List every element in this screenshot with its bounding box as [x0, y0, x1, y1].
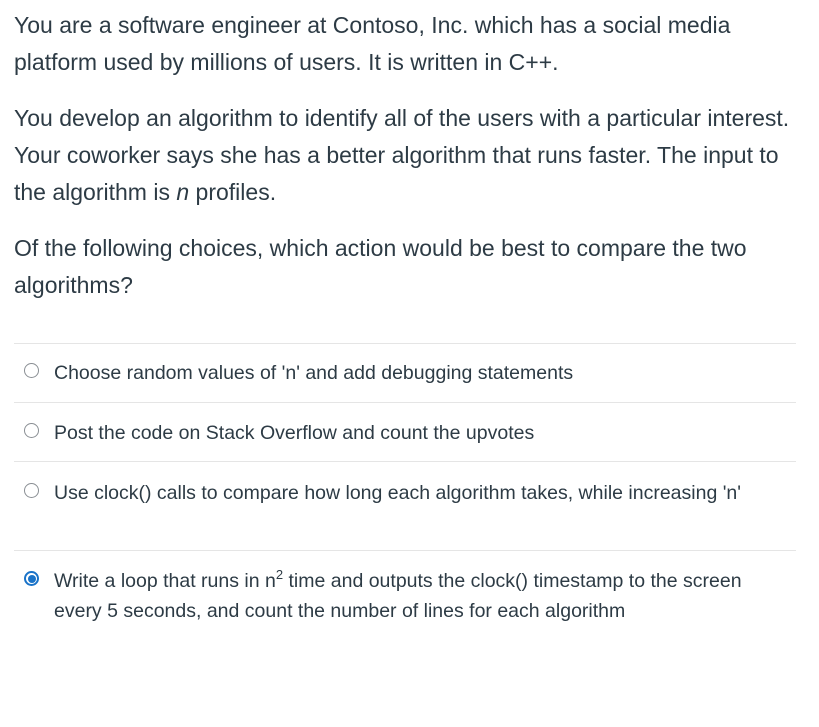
answer-option-2[interactable]: [14, 403, 796, 462]
question-paragraph-1: You are a software engineer at Contoso, Inc. which has a social media platform used by millions of users. It is written in C++.: [14, 12, 731, 75]
question-paragraph-2-start: You develop an algorithm to identify all of the users with a particular interest. Your coworker says she has a better algorithm that runs faster. The input to the algorithm is: [14, 105, 790, 205]
question-paragraph-3: Of the following choices, which action would be best to compare the two algorithms?: [14, 235, 747, 298]
answer-option-label: Use clock() calls to compare how long each algorithm takes, while increasing 'n': [54, 482, 742, 504]
question-paragraph-2-end: profiles.: [189, 179, 277, 205]
answer-option-4[interactable]: [14, 551, 796, 640]
answer-option-label: Choose random values of 'n' and add debugging statements: [54, 362, 574, 384]
radio-button-selected-icon[interactable]: [24, 571, 39, 586]
answer-label-start: Write a loop that runs in n: [54, 570, 276, 592]
question-text: [14, 0, 794, 304]
radio-button-unselected-icon[interactable]: [24, 483, 39, 498]
answer-option-label: [54, 566, 774, 626]
question-paragraph-2: [14, 100, 794, 211]
answer-option-label: Post the code on Stack Overflow and count the upvotes: [54, 422, 535, 444]
radio-button-unselected-icon[interactable]: [24, 423, 39, 438]
answer-label-end: time and outputs the clock() timestamp to the screen every 5 seconds, and count the number of lines for each algorithm: [54, 570, 742, 622]
variable-n: n: [176, 179, 190, 205]
exponent-superscript: 2: [275, 566, 284, 582]
radio-button-unselected-icon[interactable]: [24, 363, 39, 378]
answer-option-1[interactable]: [14, 344, 796, 403]
answer-option-3[interactable]: [14, 462, 796, 551]
answer-list: [14, 343, 796, 640]
